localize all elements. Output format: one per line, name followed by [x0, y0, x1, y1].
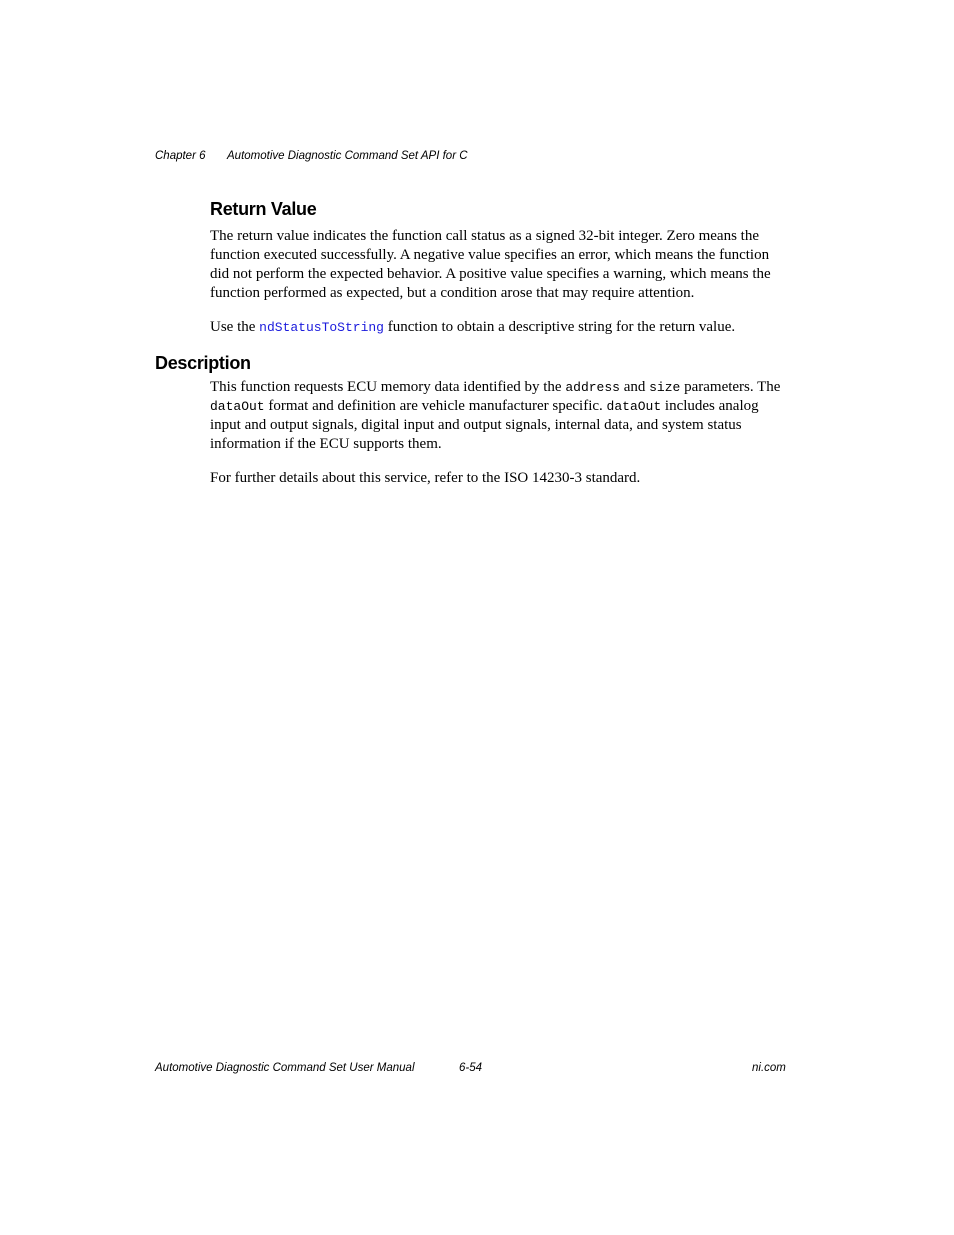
size-param: size: [649, 380, 681, 395]
chapter-number: Chapter 6: [155, 150, 206, 162]
footer-manual-title: Automotive Diagnostic Command Set User Manual: [155, 1062, 415, 1074]
description-text-4: format and definition are vehicle manufacturer specific.: [264, 398, 607, 414]
iso-reference-paragraph: For further details about this service, refer to the ISO 14230-3 standard.: [210, 470, 641, 486]
address-param: address: [565, 380, 620, 395]
description-section: [210, 378, 785, 488]
dataout-param-2: dataOut: [606, 399, 662, 414]
running-header: [155, 150, 468, 162]
return-value-section: [210, 227, 785, 337]
return-value-paragraph: The return value indicates the function call status as a signed 32-bit integer. Zero means the function executed successfully. A negative value specifies an error, which means the function did not perform the expected behavior. A positive value specifies a warning, which means the function performed as expected, but a condition arose that may require attention.: [210, 228, 771, 301]
description-text-3: parameters. The: [680, 379, 781, 395]
footer-site: ni.com: [752, 1062, 786, 1074]
description-text-1: This function requests ECU memory data identified by the: [210, 379, 566, 395]
chapter-title: Automotive Diagnostic Command Set API for C: [227, 150, 468, 162]
use-the-text: Use the: [210, 319, 260, 335]
return-value-heading: Return Value: [210, 199, 317, 219]
description-text-2: and: [619, 379, 650, 395]
function-description-text: function to obtain a descriptive string for the return value.: [383, 319, 736, 335]
description-heading: Description: [155, 353, 251, 373]
status-to-string-paragraph: [210, 318, 785, 337]
description-paragraph: [210, 378, 785, 454]
footer-page-number: 6-54: [459, 1062, 483, 1074]
description-text-5: includes analog input and output signals, digital input and output signals, internal data, and system status information if the ECU supports them.: [210, 398, 759, 452]
nd-status-to-string-link[interactable]: ndStatusToString: [259, 320, 384, 335]
dataout-param: dataOut: [210, 399, 265, 414]
